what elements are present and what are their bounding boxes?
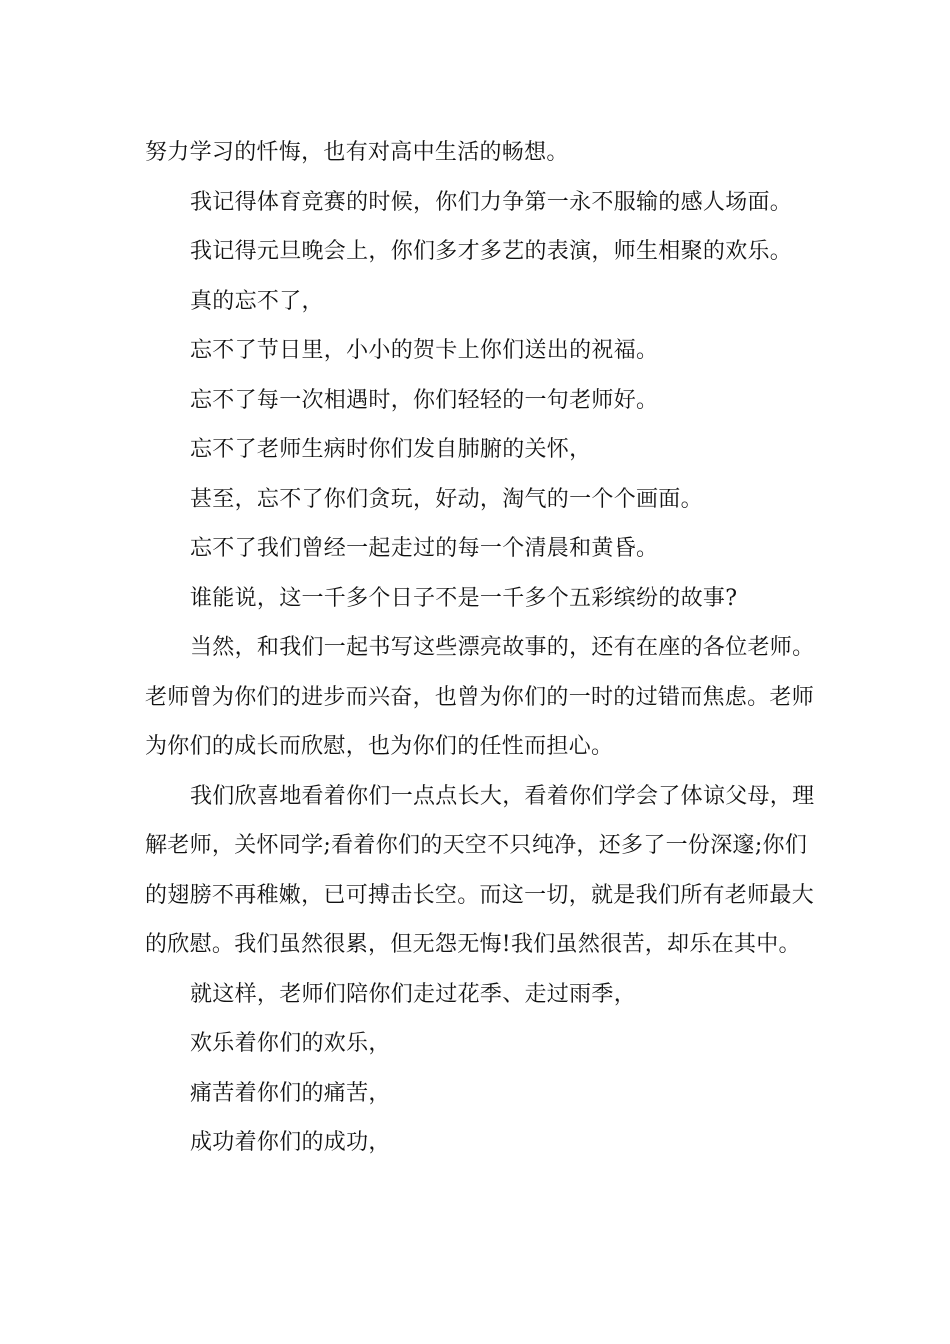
paragraph: 我记得元旦晚会上，你们多才多艺的表演，师生相聚的欢乐。 (190, 239, 793, 264)
paragraph: 甚至，忘不了你们贪玩，好动，淘气的一个个画面。 (190, 486, 703, 512)
paragraph: 成功着你们的成功， (190, 1130, 391, 1155)
paragraph: 欢乐着你们的欢乐， (190, 1031, 391, 1056)
paragraph: 忘不了我们曾经一起走过的每一个清晨和黄昏。 (190, 536, 659, 561)
paragraph: 忘不了每一次相遇时，你们轻轻的一句老师好。 (190, 387, 659, 413)
paragraph: 痛苦着你们的痛苦， (190, 1080, 391, 1106)
paragraph: 忘不了老师生病时你们发自肺腑的关怀， (190, 437, 592, 462)
paragraph: 就这样，老师们陪你们走过花季、走过雨季， (190, 981, 637, 1007)
paragraph: 我们欣喜地看着你们一点点长大，看着你们学会了体谅父母，理解老师，关怀同学;看着你们的天空不只纯净，还多了一份深邃;你们的翅膀不再稚嫩，已可搏击长空。而这一切，就是我们所有老师最大的欣慰。我们虽然很累，但无怨无悔!我们虽然很苦，却乐在其中。 (145, 783, 815, 957)
paragraph: 真的忘不了， (190, 288, 324, 314)
paragraph: 我记得体育竞赛的时候，你们力争第一永不服输的感人场面。 (190, 189, 793, 215)
paragraph: 当然，和我们一起书写这些漂亮故事的，还有在座的各位老师。老师曾为你们的进步而兴奋，也曾为你们的一时的过错而焦虑。老师为你们的成长而欣慰，也为你们的任性而担心。 (145, 635, 815, 759)
paragraph: 谁能说，这一千多个日子不是一千多个五彩缤纷的故事? (190, 585, 738, 611)
paragraph: 忘不了节日里，小小的贺卡上你们送出的祝福。 (190, 338, 659, 363)
document-body (145, 128, 825, 1168)
paragraph: 努力学习的忏悔，也有对高中生活的畅想。 (145, 140, 569, 165)
